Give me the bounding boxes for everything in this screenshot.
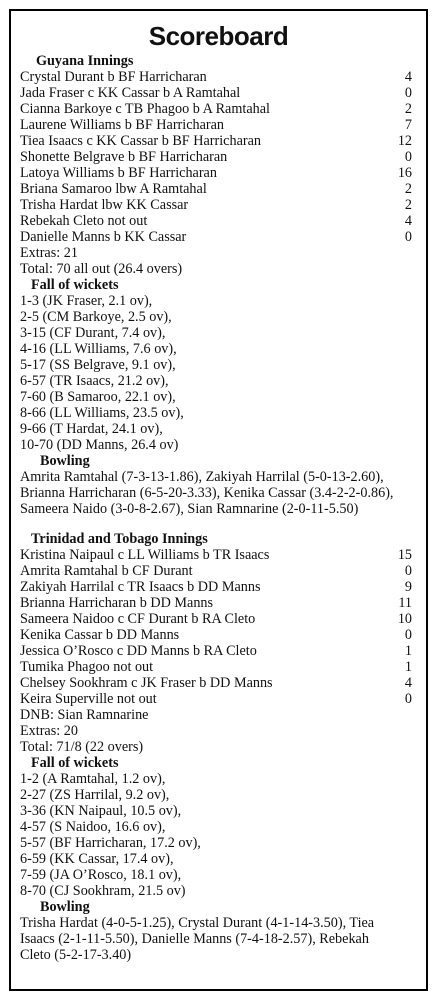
guyana-fow-heading: Fall of wickets: [31, 277, 119, 293]
fow-entry: 6-57 (TR Isaacs, 21.2 ov),: [20, 373, 169, 389]
batting-row: [20, 595, 412, 611]
scoreboard-box: [9, 9, 428, 991]
batting-row: [20, 675, 412, 691]
batter-dismissal: Shonette Belgrave b BF Harricharan: [20, 149, 228, 165]
scoreboard-content: [11, 53, 426, 963]
fow-entry: 6-59 (KK Cassar, 17.4 ov),: [20, 851, 174, 867]
batting-row: [20, 197, 412, 213]
batter-runs: 0: [404, 229, 412, 245]
batter-runs: 0: [404, 563, 412, 579]
batter-runs: 0: [404, 691, 412, 707]
fow-entry: 8-66 (LL Williams, 23.5 ov),: [20, 405, 184, 421]
batter-runs: 4: [404, 675, 412, 691]
tt-innings-heading: Trinidad and Tobago Innings: [31, 531, 208, 547]
batter-runs: 11: [398, 595, 412, 611]
batter-dismissal: Latoya Williams b BF Harricharan: [20, 165, 217, 181]
fow-entry: 2-5 (CM Barkoye, 2.5 ov),: [20, 309, 172, 325]
batter-runs: 2: [404, 197, 412, 213]
batter-runs: 10: [397, 611, 412, 627]
tt-extras: Extras: 20: [20, 723, 78, 739]
fow-entry: 1-3 (JK Fraser, 2.1 ov),: [20, 293, 153, 309]
batter-dismissal: Crystal Durant b BF Harricharan: [20, 69, 207, 85]
fow-entry: 4-16 (LL Williams, 7.6 ov),: [20, 341, 177, 357]
scoreboard-title: Scoreboard: [148, 21, 289, 51]
guyana-bowling-figures: [20, 469, 412, 517]
batter-dismissal: Danielle Manns b KK Cassar: [20, 229, 187, 245]
batting-row: [20, 101, 412, 117]
batting-row: [20, 643, 412, 659]
batter-dismissal: Brianna Harricharan b DD Manns: [20, 595, 214, 611]
batter-dismissal: Laurene Williams b BF Harricharan: [20, 117, 225, 133]
batting-row: [20, 563, 412, 579]
guyana-innings-heading: Guyana Innings: [36, 53, 134, 69]
fow-entry: 4-57 (S Naidoo, 16.6 ov),: [20, 819, 166, 835]
fow-entry: 7-59 (JA O’Rosco, 18.1 ov),: [20, 867, 182, 883]
fow-entry: 2-27 (ZS Harrilal, 9.2 ov),: [20, 787, 170, 803]
batting-row: [20, 691, 412, 707]
batting-row: [20, 579, 412, 595]
batter-dismissal: Cianna Barkoye c TB Phagoo b A Ramtahal: [20, 101, 270, 117]
batter-runs: 12: [397, 133, 412, 149]
fow-entry: 10-70 (DD Manns, 26.4 ov): [20, 437, 179, 453]
bowling-line: Isaacs (2-1-11-5.50), Danielle Manns (7-4-18-2.57), Rebekah: [20, 931, 369, 947]
fow-entry: 9-66 (T Hardat, 24.1 ov),: [20, 421, 163, 437]
fow-entry: 5-57 (BF Harricharan, 17.2 ov),: [20, 835, 201, 851]
batter-runs: 4: [404, 69, 412, 85]
batter-runs: 0: [404, 627, 412, 643]
guyana-fow-list: [20, 293, 412, 453]
bowling-line: Sameera Naido (3-0-8-2.67), Sian Ramnarine (2-0-11-5.50): [20, 501, 359, 517]
batting-row: [20, 547, 412, 563]
batting-row: [20, 181, 412, 197]
fow-entry: 5-17 (SS Belgrave, 9.1 ov),: [20, 357, 176, 373]
batter-runs: 2: [404, 101, 412, 117]
fow-entry: 1-2 (A Ramtahal, 1.2 ov),: [20, 771, 166, 787]
batter-runs: 4: [404, 213, 412, 229]
tt-bowling-heading: Bowling: [40, 899, 90, 915]
batter-dismissal: Rebekah Cleto not out: [20, 213, 148, 229]
bowling-line: Brianna Harricharan (6-5-20-3.33), Kenika Cassar (3.4-2-2-0.86),: [20, 485, 394, 501]
batting-row: [20, 117, 412, 133]
guyana-total: Total: 70 all out (26.4 overs): [20, 261, 183, 277]
batting-row: [20, 611, 412, 627]
batter-runs: 2: [404, 181, 412, 197]
fow-entry: 3-36 (KN Naipaul, 10.5 ov),: [20, 803, 182, 819]
batter-dismissal: Briana Samaroo lbw A Ramtahal: [20, 181, 207, 197]
tt-batting-list: [20, 547, 412, 707]
batter-dismissal: Jada Fraser c KK Cassar b A Ramtahal: [20, 85, 241, 101]
batter-runs: 16: [397, 165, 412, 181]
tt-bowling-figures: [20, 915, 412, 963]
guyana-batting-list: [20, 69, 412, 245]
batter-dismissal: Trisha Hardat lbw KK Cassar: [20, 197, 189, 213]
batter-dismissal: Zakiyah Harrilal c TR Isaacs b DD Manns: [20, 579, 261, 595]
batting-row: [20, 165, 412, 181]
bowling-line: Amrita Ramtahal (7-3-13-1.86), Zakiyah Harrilal (5-0-13-2.60),: [20, 469, 384, 485]
tt-fow-heading: Fall of wickets: [31, 755, 119, 771]
batter-runs: 1: [404, 643, 412, 659]
batter-runs: 0: [404, 149, 412, 165]
batting-row: [20, 69, 412, 85]
batter-dismissal: Kenika Cassar b DD Manns: [20, 627, 180, 643]
tt-dnb: DNB: Sian Ramnarine: [20, 707, 149, 723]
batting-row: [20, 627, 412, 643]
fow-entry: 8-70 (CJ Sookhram, 21.5 ov): [20, 883, 186, 899]
batter-runs: 9: [404, 579, 412, 595]
tt-total: Total: 71/8 (22 overs): [20, 739, 144, 755]
batter-dismissal: Tiea Isaacs c KK Cassar b BF Harricharan: [20, 133, 261, 149]
batting-row: [20, 213, 412, 229]
batting-row: [20, 149, 412, 165]
batting-row: [20, 133, 412, 149]
batter-dismissal: Amrita Ramtahal b CF Durant: [20, 563, 193, 579]
batter-dismissal: Jessica O’Rosco c DD Manns b RA Cleto: [20, 643, 257, 659]
guyana-bowling-heading: Bowling: [40, 453, 90, 469]
batting-row: [20, 659, 412, 675]
batter-dismissal: Chelsey Sookhram c JK Fraser b DD Manns: [20, 675, 273, 691]
fow-entry: 3-15 (CF Durant, 7.4 ov),: [20, 325, 166, 341]
bowling-line: Trisha Hardat (4-0-5-1.25), Crystal Durant (4-1-14-3.50), Tiea: [20, 915, 375, 931]
bowling-line: Cleto (5-2-17-3.40): [20, 947, 132, 963]
batter-runs: 1: [404, 659, 412, 675]
tt-fow-list: [20, 771, 412, 899]
batter-dismissal: Kristina Naipaul c LL Williams b TR Isaacs: [20, 547, 270, 563]
batter-dismissal: Sameera Naidoo c CF Durant b RA Cleto: [20, 611, 256, 627]
section-spacer: [20, 517, 412, 531]
batting-row: [20, 229, 412, 245]
batter-runs: 15: [397, 547, 412, 563]
batter-dismissal: Tumika Phagoo not out: [20, 659, 154, 675]
batting-row: [20, 85, 412, 101]
batter-runs: 0: [404, 85, 412, 101]
batter-dismissal: Keira Superville not out: [20, 691, 157, 707]
batter-runs: 7: [404, 117, 412, 133]
guyana-extras: Extras: 21: [20, 245, 78, 261]
fow-entry: 7-60 (B Samaroo, 22.1 ov),: [20, 389, 176, 405]
